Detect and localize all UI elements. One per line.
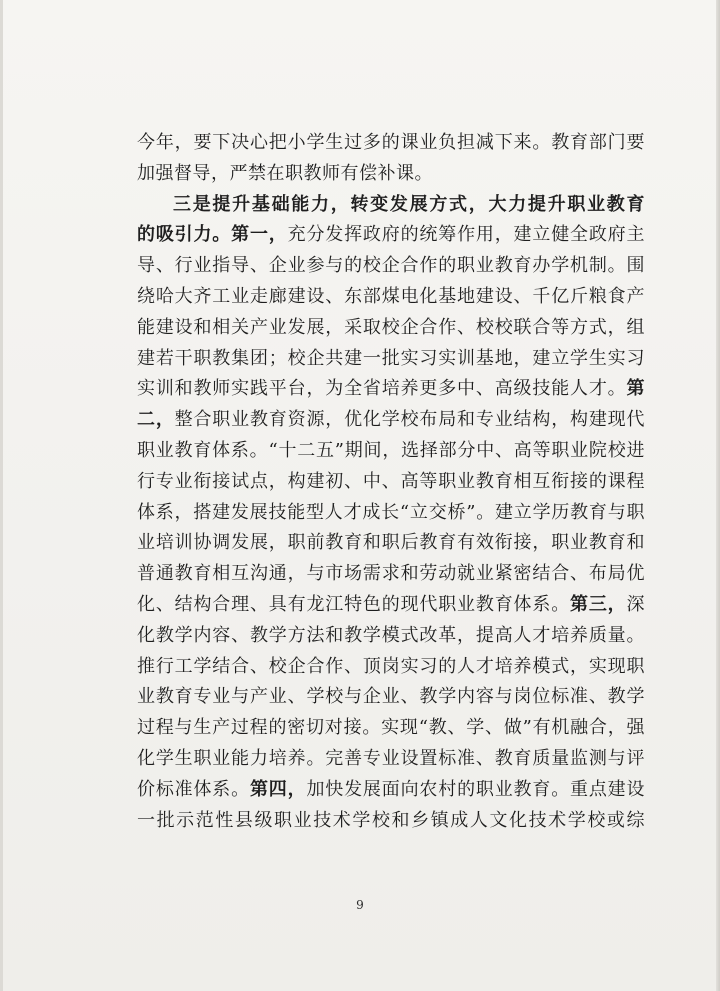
scan-edge-right [716, 0, 720, 991]
text-line [137, 498, 645, 529]
text-span: 充分发挥政府的统筹作用，建立健全政府主 [287, 224, 645, 246]
bold-text-span: 二， [137, 409, 175, 431]
text-span: 推行工学结合、校企合作、顶岗实习的人才培养模式，实现职 [137, 655, 645, 677]
text-span: 一批示范性县级职业技术学校和乡镇成人文化技术学校或综 [137, 809, 645, 831]
text-span: 今年，要下决心把小学生过多的课业负担减下来。教育部门要 [137, 132, 645, 153]
text-span: 深 [626, 593, 645, 615]
text-line [137, 621, 645, 652]
text-line [137, 159, 645, 190]
text-span: 业教育专业与产业、学校与企业、教学内容与岗位标准、教学 [137, 686, 645, 708]
text-span: 加强督导，严禁在职教师有偿补课。 [137, 162, 433, 184]
text-line [137, 806, 645, 837]
text-line [137, 220, 645, 251]
body-text [137, 128, 645, 836]
text-span: 业培训协调发展，职前教育和职后教育有效衔接，职业教育和 [137, 532, 645, 554]
text-line [137, 128, 645, 159]
text-line [137, 344, 645, 375]
bold-text-span: 第 [626, 378, 645, 400]
text-span: 绕哈大齐工业走廊建设、东部煤电化基地建设、千亿斤粮食产 [137, 285, 645, 307]
page-number: 9 [356, 898, 364, 912]
text-line [137, 374, 645, 405]
text-line [137, 528, 645, 559]
text-span: 价标准体系。 [137, 778, 250, 800]
text-span: 化、结构合理、具有龙江特色的现代职业教育体系。 [137, 593, 571, 615]
text-line [137, 313, 645, 344]
bold-text-span: 三是提升基础能力，转变发展方式，大力提升职业教育 [173, 193, 645, 215]
text-span: 化学生职业能力培养。完善专业设置标准、教育质量监测与评 [137, 747, 645, 769]
text-span: 能建设和相关产业发展，采取校企合作、校校联合等方式，组 [137, 316, 645, 338]
text-span: 过程与生产过程的密切对接。实现“教、学、做”有机融合，强 [137, 717, 645, 739]
text-line [137, 559, 645, 590]
text-span: 普通教育相互沟通，与市场需求和劳动就业紧密结合、布局优 [137, 563, 645, 585]
bold-text-span: 的吸引力。第一， [137, 224, 288, 246]
text-span: 建若干职教集团；校企共建一批实习实训基地，建立学生实习 [137, 347, 645, 369]
bold-text-span: 第三， [570, 593, 627, 615]
text-line [137, 652, 645, 683]
text-line [137, 682, 645, 713]
text-span: 整合职业教育资源，优化学校布局和专业结构，构建现代 [174, 409, 645, 431]
scan-edge-left [0, 0, 3, 991]
text-line [137, 436, 645, 467]
text-line [137, 467, 645, 498]
text-span: 导、行业指导、企业参与的校企合作的职业教育办学机制。围 [137, 255, 645, 277]
text-span: 体系，搭建发展技能型人才成长“立交桥”。建立学历教育与职 [137, 501, 645, 523]
text-span: 职业教育体系。“十二五”期间，选择部分中、高等职业院校进 [137, 439, 645, 461]
text-line [137, 282, 645, 313]
text-line [137, 405, 645, 436]
text-line [137, 713, 645, 744]
text-span: 行专业衔接试点，构建初、中、高等职业教育相互衔接的课程 [137, 470, 645, 492]
text-line [137, 775, 645, 806]
text-line [137, 251, 645, 282]
text-line [137, 190, 645, 221]
text-span: 加快发展面向农村的职业教育。重点建设 [306, 778, 645, 800]
bold-text-span: 第四， [249, 778, 307, 800]
text-span: 实训和教师实践平台，为全省培养更多中、高级技能人才。 [137, 378, 627, 400]
text-span: 化教学内容、教学方法和教学模式改革，提高人才培养质量。 [137, 624, 645, 646]
text-line [137, 590, 645, 621]
text-line [137, 744, 645, 775]
